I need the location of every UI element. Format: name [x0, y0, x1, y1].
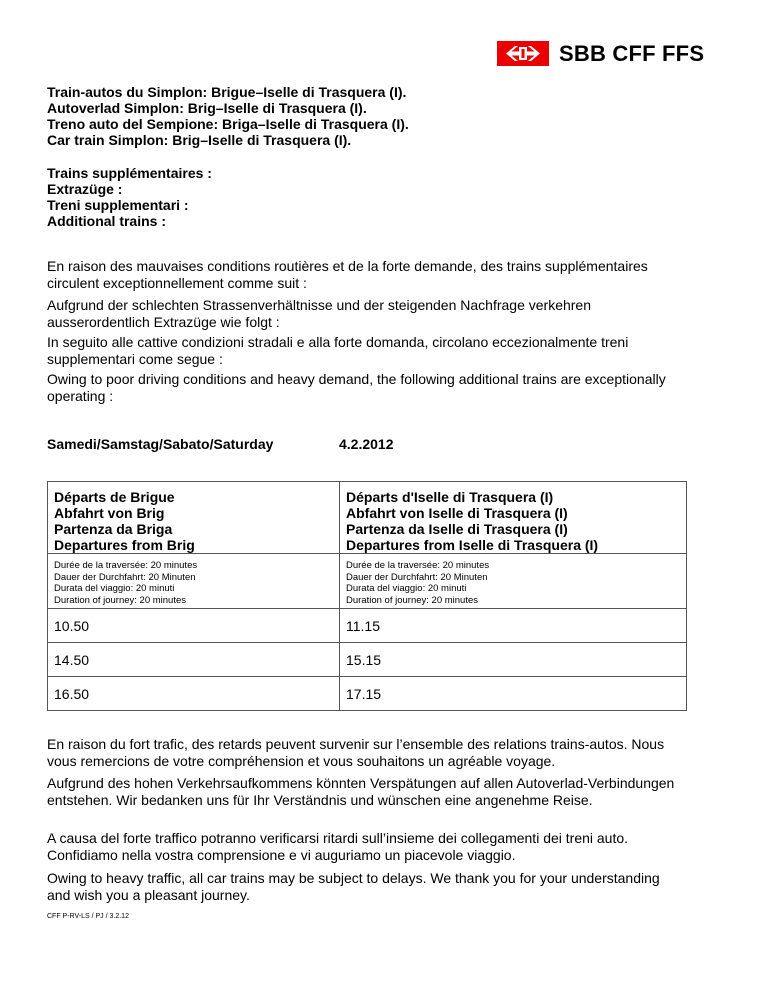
brig-duration-fr: Durée de la traversée: 20 minutes [54, 560, 198, 571]
iselle-duration-fr: Durée de la traversée: 20 minutes [346, 560, 490, 571]
brig-header-it: Partenza da Briga [54, 521, 173, 537]
brand-name: SBB CFF FFS [559, 41, 705, 66]
intro-it: In seguito alle cattive condizioni stradali e alla forte domanda, circolano eccezionalmente treni supplementari come segue : [47, 334, 629, 367]
sbb-logo [497, 41, 704, 66]
iselle-duration-cell [340, 554, 687, 609]
table-row [48, 643, 687, 677]
title-block [47, 84, 707, 148]
intro-fr: En raison des mauvaises conditions routières et de la forte demande, des trains supplémentaires circulent exceptionnellement comme suit : [47, 258, 648, 291]
heading-line-it: Treni supplementari : [47, 197, 189, 213]
heading-line-en: Additional trains : [47, 213, 166, 229]
heading-line-de: Extrazüge : [47, 181, 123, 197]
title-line-en: Car train Simplon: Brig–Iselle di Trasquera (I). [47, 132, 352, 148]
closing-de: Aufgrund des hohen Verkehrsaufkommens könnten Verspätungen auf allen Autoverlad-Verbindungen entstehen. Wir bedanken uns für Ihr Verständnis und wünschen eine angenehme Reise. [47, 775, 675, 808]
heading-line-fr: Trains supplémentaires : [47, 165, 212, 181]
title-line-it: Treno auto del Sempione: Briga–Iselle di Trasquera (I). [47, 116, 409, 132]
title-line-fr: Train-autos du Simplon: Brigue–Iselle di Trasquera (I). [47, 84, 407, 100]
table-row [48, 677, 687, 711]
closing-it: A causa del forte traffico potranno verificarsi ritardi sull’insieme dei collegamenti dei treni auto. Confidiamo nella vostra comprensione e vi auguriamo un piacevole viaggio. [47, 830, 629, 863]
iselle-duration-en: Duration of journey: 20 minutes [346, 594, 479, 606]
iselle-departure-time: 15.15 [340, 643, 687, 677]
day-label: Samedi/Samstag/Sabato/Saturday [47, 436, 274, 452]
brig-departure-time: 14.50 [48, 643, 340, 677]
schedule-header-row [48, 482, 687, 554]
brig-duration-it: Durata del viaggio: 20 minuti [54, 583, 175, 594]
iselle-duration-de: Dauer der Durchfahrt: 20 Minuten [346, 571, 488, 583]
brig-duration-en: Duration of journey: 20 minutes [54, 594, 187, 606]
brig-duration-de: Dauer der Durchfahrt: 20 Minuten [54, 571, 196, 583]
schedule-table [47, 481, 687, 711]
table-row [48, 609, 687, 643]
closing-en: Owing to heavy traffic, all car trains may be subject to delays. We thank you for your understanding and wish you a pleasant journey. [47, 870, 660, 903]
intro-en: Owing to poor driving conditions and heavy demand, the following additional trains are exceptionally operating : [47, 371, 666, 404]
day-date: 4.2.2012 [339, 436, 394, 452]
iselle-header-it: Partenza da Iselle di Trasquera (I) [346, 521, 568, 537]
closing-fr: En raison du fort trafic, des retards peuvent survenir sur l’ensemble des relations trains-autos. Nous vous remercions de votre compréhension et vous souhaitons un agréable voyage. [47, 736, 665, 769]
intro-de: Aufgrund der schlechten Strassenverhältnisse und der steigenden Nachfrage verkehren ausserordentlich Extrazüge wie folgt : [47, 297, 591, 330]
brig-departures-header [48, 482, 340, 554]
duration-row [48, 554, 687, 609]
brig-departure-time: 10.50 [48, 609, 340, 643]
brig-header-en: Departures from Brig [54, 537, 195, 553]
iselle-departure-time: 11.15 [340, 609, 687, 643]
brig-duration-cell [48, 554, 340, 609]
iselle-header-en: Departures from Iselle di Trasquera (I) [346, 537, 599, 553]
title-line-de: Autoverlad Simplon: Brig–Iselle di Trasquera (I). [47, 100, 367, 116]
brig-departure-time: 16.50 [48, 677, 340, 711]
brig-header-fr: Départs de Brigue [54, 489, 175, 505]
sbb-arrows-cross-icon [497, 41, 549, 66]
document-reference: CFF P-RV-LS / PJ / 3.2.12 [47, 913, 129, 920]
iselle-header-fr: Départs d'Iselle di Trasquera (I) [346, 489, 554, 505]
iselle-departure-time: 17.15 [340, 677, 687, 711]
iselle-duration-it: Durata del viaggio: 20 minuti [346, 583, 467, 594]
iselle-departures-header [340, 482, 687, 554]
iselle-header-de: Abfahrt von Iselle di Trasquera (I) [346, 505, 568, 521]
brig-header-de: Abfahrt von Brig [54, 505, 165, 521]
additional-trains-heading [47, 165, 707, 229]
